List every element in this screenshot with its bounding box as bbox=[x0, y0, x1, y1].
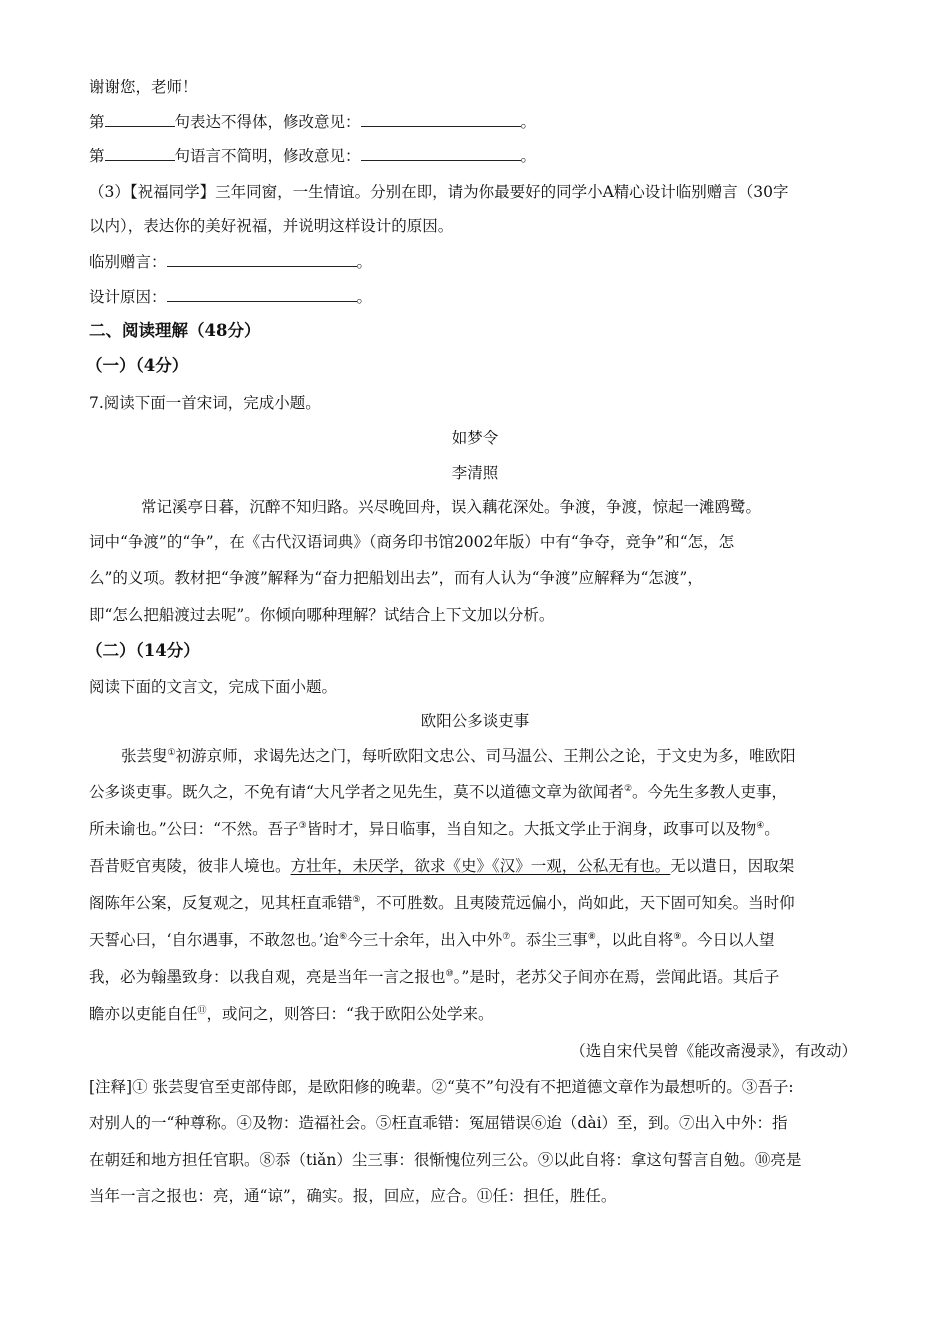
footnote-marker: ③ bbox=[298, 820, 307, 831]
text: 句语言不简明，修改意见： bbox=[174, 147, 361, 165]
text: 。”是时，老苏父子间亦在焉，尝闻此语。其后子 bbox=[453, 968, 780, 986]
text: ，以此自将 bbox=[595, 931, 674, 949]
poem-body: 常记溪亭日暮，沉醉不知归路。兴尽晚回舟，误入藕花深处。争渡，争渡，惊起一滩鸥鹭。 bbox=[141, 498, 762, 516]
essay-line-8 bbox=[89, 1003, 493, 1025]
notes-line-4: 当年一言之报也：亮，通“谅”，确实。报，回应，应合。⑪任：担任，胜任。 bbox=[89, 1187, 617, 1205]
poem-author: 李清照 bbox=[451, 464, 499, 482]
essay-line-3 bbox=[89, 818, 780, 840]
footnote-marker: ① bbox=[167, 747, 176, 758]
text: 。 bbox=[520, 113, 537, 131]
text: 阁陈年公案，反复观之，见其枉直乖错 bbox=[89, 894, 353, 912]
footnote-marker: ⑥ bbox=[339, 931, 348, 942]
text: 。 bbox=[356, 253, 373, 271]
essay-line-6 bbox=[89, 929, 774, 951]
text: 设计原因： bbox=[89, 288, 167, 306]
text: 天誓心曰，‘自尔遇事，不敢忽也。’迨 bbox=[89, 931, 340, 949]
text: 我，必为翰墨致身：以我自观，亮是当年一言之报也 bbox=[89, 968, 446, 986]
footnote-marker: ⑨ bbox=[673, 931, 682, 942]
answer-blank[interactable] bbox=[361, 111, 521, 127]
text: 瞻亦以吏能自任 bbox=[89, 1005, 198, 1023]
text: 第 bbox=[89, 147, 105, 165]
part-1-title: （一）（4分） bbox=[86, 356, 189, 375]
reason-line bbox=[89, 286, 372, 308]
section-title: 二、阅读理解（48分） bbox=[89, 321, 261, 340]
part-2-title: （二）（14分） bbox=[86, 641, 200, 660]
text: 谢谢您，老师！ bbox=[89, 78, 198, 96]
text: 临别赠言： bbox=[89, 253, 167, 271]
text: 第 bbox=[89, 113, 105, 131]
notes-line-3: 在朝廷和地方担任官职。⑧忝（tiǎn）尘三事：很惭愧位列三公。⑨以此自将：拿这句誓言自勉。⑩亮是 bbox=[89, 1151, 802, 1169]
footnote-marker: ② bbox=[623, 783, 633, 794]
text: 。 bbox=[520, 147, 537, 165]
question-3-line1 bbox=[89, 181, 789, 203]
footnote-marker: ⑪ bbox=[197, 1005, 207, 1016]
text: 今三十余年，出入中外 bbox=[347, 931, 503, 949]
poem-question-line1: 词中“争渡”的“争”，在《古代汉语词典》（商务印书馆2002年版）中有“争夺，竞争”和“怎，怎 bbox=[89, 533, 735, 551]
text: ，或问之，则答曰：“我于欧阳公处学来。 bbox=[206, 1005, 494, 1023]
text: 。今先生多教人吏事， bbox=[632, 783, 788, 801]
poem-title: 如梦令 bbox=[451, 429, 499, 447]
essay-line-1 bbox=[121, 745, 796, 767]
answer-line-improper bbox=[89, 111, 536, 133]
answer-blank[interactable] bbox=[105, 111, 175, 127]
text: ，不可胜数。且夷陵荒远偏小，尚如此，天下固可知矣。当时仰 bbox=[360, 894, 795, 912]
farewell-line bbox=[89, 251, 372, 273]
answer-line-concise bbox=[89, 145, 536, 167]
underlined-sentence: 方壮年，未厌学，欲求《史》《汉》一观，公私无有也。 bbox=[290, 857, 671, 875]
essay-title: 欧阳公多谈吏事 bbox=[420, 712, 530, 730]
footnote-marker: ⑦ bbox=[502, 931, 511, 942]
text: 初游京师，求谒先达之门，每听欧阳文忠公、司马温公、王荆公之论，于文史为多，唯欧阳 bbox=[175, 747, 796, 765]
closing-line bbox=[89, 76, 198, 98]
text: 以内），表达你的美好祝福，并说明这样设计的原因。 bbox=[89, 217, 454, 235]
answer-blank[interactable] bbox=[167, 286, 357, 302]
text: （3）【祝福同学】三年同窗，一生情谊。分别在即，请为你最要好的同学小A精心设计临别赠言（30字 bbox=[89, 183, 789, 201]
footnote-marker: ④ bbox=[756, 820, 765, 831]
text: 皆时才，异日临事，当自知之。大抵文学止于润身，政事可以及物 bbox=[306, 820, 757, 838]
essay-line-7 bbox=[89, 966, 779, 988]
text: 句表达不得体，修改意见： bbox=[174, 113, 361, 131]
footnote-marker: ⑤ bbox=[352, 894, 361, 905]
text: 张芸叟 bbox=[121, 747, 168, 765]
text: 。今日以人望 bbox=[681, 931, 775, 949]
text: 公多谈吏事。既久之，不免有请“大凡学者之见先生，莫不以道德文章为欲闻者 bbox=[89, 783, 624, 801]
text: 吾昔贬官夷陵，彼非人境也。 bbox=[89, 857, 291, 875]
footnote-marker: ⑧ bbox=[587, 931, 596, 942]
text: 。 bbox=[356, 288, 373, 306]
text: 所未谕也。”公曰：“不然。吾子 bbox=[89, 820, 299, 838]
notes-line-2: 对别人的一“种尊称。④及物：造福社会。⑤枉直乖错：冤屈错误⑥迨（dài）至，到。⑦出入中外：指 bbox=[89, 1114, 788, 1132]
question-3-line2 bbox=[89, 215, 453, 237]
part-2-intro: 阅读下面的文言文，完成下面小题。 bbox=[89, 678, 338, 696]
essay-line-2 bbox=[89, 781, 787, 803]
text: 。忝尘三事 bbox=[510, 931, 588, 949]
text: 。 bbox=[764, 820, 780, 838]
notes-line-1: [注释]① 张芸叟官至吏部侍郎，是欧阳修的晚辈。②“莫不”句没有不把道德文章作为最想听的。③吾子: bbox=[89, 1078, 794, 1096]
essay-line-5 bbox=[89, 892, 795, 914]
answer-blank[interactable] bbox=[361, 145, 521, 161]
answer-blank[interactable] bbox=[167, 251, 357, 267]
essay-line-4 bbox=[89, 855, 794, 877]
text: 无以遣日，因取架 bbox=[670, 857, 795, 875]
poem-question-line3: 即“怎么把船渡过去呢”。你倾向哪种理解？试结合上下文加以分析。 bbox=[89, 606, 555, 624]
footnote-marker: ⑩ bbox=[445, 968, 454, 979]
poem-question-line2: 么”的义项。教材把“争渡”解释为“奋力把船划出去”，而有人认为“争渡”应解释为“怎渡”， bbox=[89, 569, 703, 587]
essay-source: （选自宋代吴曾《能改斋漫录》，有改动） bbox=[570, 1042, 857, 1060]
answer-blank[interactable] bbox=[105, 145, 175, 161]
question-7: 7.阅读下面一首宋词，完成小题。 bbox=[89, 394, 321, 412]
